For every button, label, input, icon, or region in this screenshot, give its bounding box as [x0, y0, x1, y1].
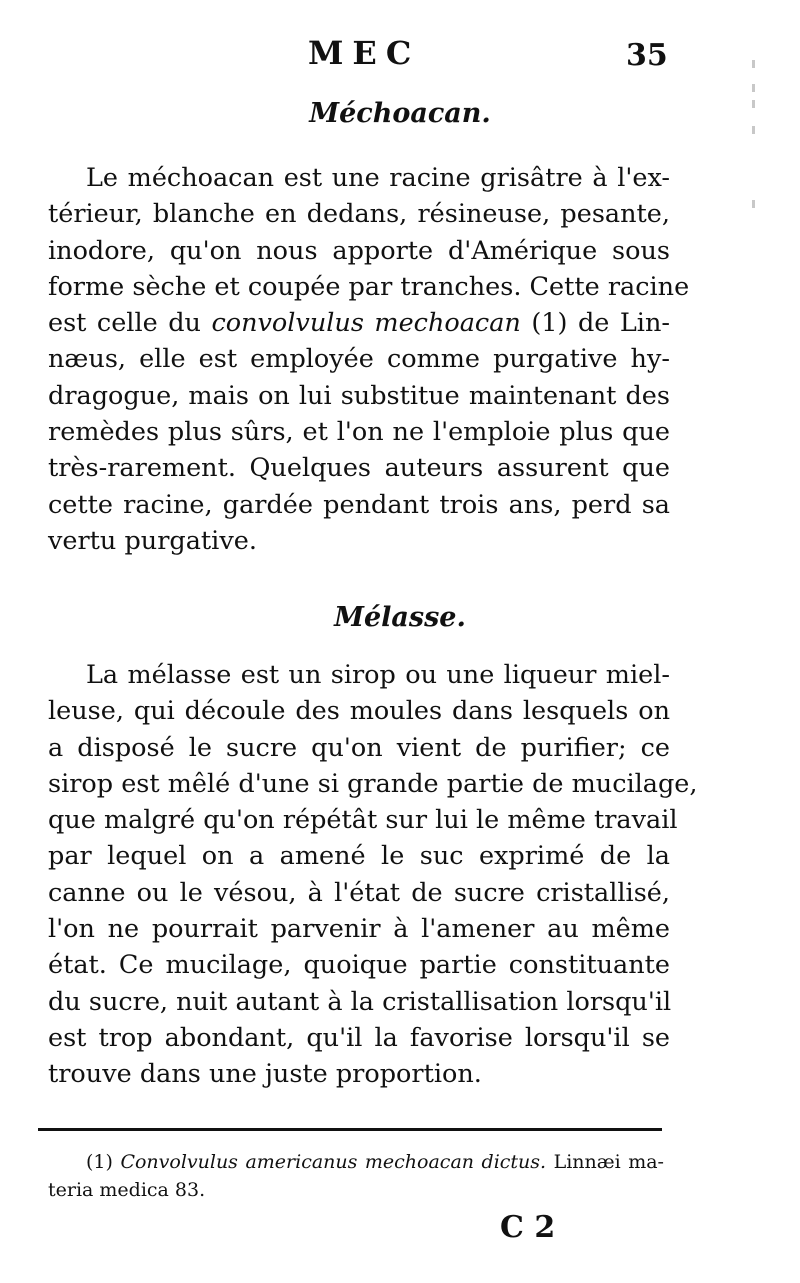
text-line: trouve dans une juste proportion.	[48, 1059, 482, 1090]
text-line: remèdes plus sûrs, et l'on ne l'emploie plus que	[48, 417, 670, 448]
entry-paragraph	[48, 160, 690, 559]
footnote-rule	[38, 1128, 662, 1131]
text-line: est trop abondant, qu'il la favorise lorsqu'il se	[48, 1022, 670, 1053]
footnote-marker: (1)	[86, 1151, 113, 1173]
text-line: térieur, blanche en dedans, résineuse, pesante,	[48, 199, 670, 230]
text-line: vertu purgative.	[48, 525, 257, 556]
text-line: a disposé le sucre qu'on vient de purifier; ce	[48, 732, 670, 763]
text-line: Le méchoacan est une racine grisâtre à l'ex-	[86, 163, 670, 193]
running-head-word: MEC	[308, 34, 421, 72]
text-line: par lequel on a amené le suc exprimé de la	[48, 841, 670, 872]
text-line: inodore, qu'on nous apporte d'Amérique sous	[48, 235, 670, 266]
footnote-citation: Convolvulus americanus mechoacan dictus.	[120, 1151, 547, 1173]
text-line: næus, elle est employée comme purgative hy-	[48, 344, 670, 375]
entry-title: Mélasse.	[334, 602, 466, 633]
footnote-line: teria medica 83.	[48, 1179, 206, 1201]
footnote-line	[48, 1148, 664, 1176]
page-number: 35	[626, 38, 668, 73]
text-line: que malgré qu'on répétât sur lui le même travail	[48, 805, 678, 836]
entry-paragraph	[48, 657, 698, 1093]
text-line: du sucre, nuit autant à la cristallisation lorsqu'il	[48, 986, 672, 1017]
footnote	[48, 1148, 664, 1204]
running-head	[0, 34, 800, 78]
text-line: forme sèche et coupée par tranches. Cette racine	[48, 271, 690, 302]
footnote-text: Linnæi ma-	[553, 1151, 664, 1173]
text-line: l'on ne pourrait parvenir à l'amener au même	[48, 914, 670, 945]
text-line: leuse, qui découle des moules dans lesquels on	[48, 696, 670, 727]
entry-title: Méchoacan.	[309, 98, 491, 129]
text-line: canne ou le vésou, à l'état de sucre cristallisé,	[48, 877, 670, 908]
text-line: sirop est mêlé d'une si grande partie de mucilage,	[48, 768, 698, 799]
text-line: cette racine, gardée pendant trois ans, perd sa	[48, 489, 670, 520]
text-line: très-rarement. Quelques auteurs assurent que	[48, 453, 670, 484]
text-line: dragogue, mais on lui substitue maintenant des	[48, 380, 670, 411]
text-line: La mélasse est un sirop ou une liqueur miel-	[86, 660, 670, 690]
text-line: état. Ce mucilage, quoique partie constituante	[48, 950, 670, 981]
signature-mark: C 2	[500, 1210, 556, 1245]
margin-specks	[748, 60, 760, 210]
text-line: est celle du convolvulus mechoacan (1) de Lin-	[48, 308, 670, 339]
